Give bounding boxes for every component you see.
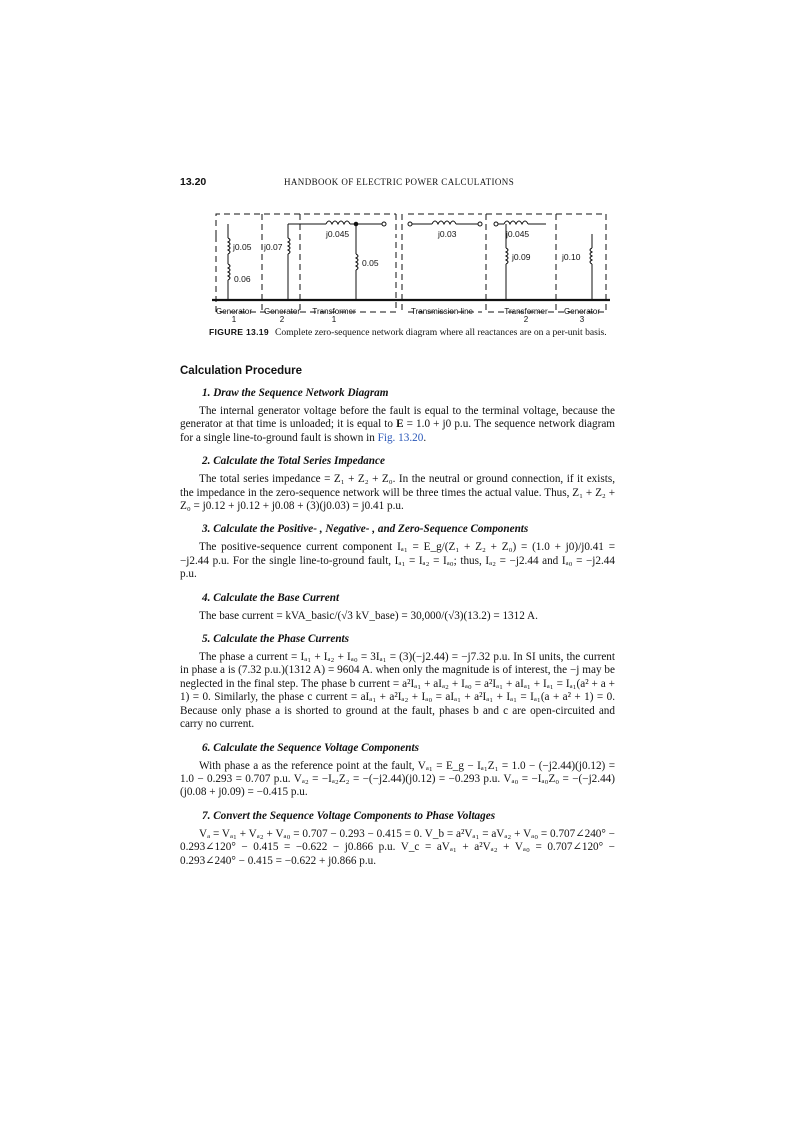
label-tr2-num: 2 [523,315,529,322]
tr1-series-reactance: j0.045 [326,229,350,239]
caption-text: Complete zero-sequence network diagram where all reactances are on a per-unit basis. [274,327,607,338]
label-gen2-num: 2 [279,315,285,322]
label-gen3-num: 3 [579,315,585,322]
step-6 [180,742,615,800]
gen1-branch [228,224,230,300]
step-4 [180,592,615,623]
label-tr2: Transformer [504,307,548,316]
gen2-branch [288,224,300,300]
section-title: Calculation Procedure [180,365,303,377]
page [180,176,615,868]
step-2-text: The total series impedance = Z₁ + Z₂ + Z₀. In the neutral or ground connection, if it exists, the impedance in the zero-sequence network will be three times the actual value. Thus, Z₁ + Z₂ + Z₀ = j0.12 + j0.12 + j0.08 + (3)(j0.03) = j0.41 p.u. [180,473,615,513]
step-3-text: The positive-sequence current component Iₐ₁ = E_g/(Z₁ + Z₂ + Z₀) = (1.0 + j0)/j0.41 = −j2.44 p.u. For the single line-to-ground fault, Iₐ₁ = Iₐ₂ = Iₐ₀; thus, Iₐ₂ = −j2.44 and Iₐ₀ = −j2.44 p.u. [180,541,615,581]
label-gen2: Generator [263,307,301,316]
gen1-reactance-b: 0.06 [234,274,251,284]
step-5 [180,633,615,731]
gen3-reactance: j0.10 [562,252,581,262]
figure-caption [209,326,615,339]
label-gen1: Generator [215,307,253,316]
step-3-title: 3. Calculate the Positive- , Negative- , and Zero-Sequence Components [202,523,529,536]
block-labels [216,307,600,322]
step-5-text: The phase a current = Iₐ₁ + Iₐ₂ + Iₐ₀ = 3Iₐ₁ = (3)(−j2.44) = −j7.32 p.u. In SI units, the current in phase a is (7.32 p.u.)(1312 A) = 9604 A. when only the magnitude is of interest, the −j may be neglected in the final step. The phase b current = a²Iₐ₁ + aIₐ₂ + Iₐ₀ = a²Iₐ₁ + aIₐ₁ + Iₐ₁ = Iₐ₁(a² + a + 1) = 0. Similarly, the phase c current = aIₐ₁ + a²Iₐ₂ + Iₐ₀ = aIₐ₁ + a²Iₐ₁ + Iₐ₁ = Iₐ₁(a + a² + 1) = 0. Because only phase a is shorted to ground at the fault, phases b and c are open-circuited and carry no current. [180,651,615,731]
step-2-title: 2. Calculate the Total Series Impedance [202,455,385,468]
step-4-text: The base current = kVA_basic/(√3 kV_base) = 30,000/(√3)(13.2) = 1312 A. [199,609,538,622]
label-tr1-num: 1 [331,315,337,322]
label-gen3: Generator [563,307,601,316]
label-gen1-num: 1 [231,315,237,322]
step-6-title: 6. Calculate the Sequence Voltage Components [202,741,419,754]
step-1 [180,387,615,445]
page-number: 13.20 [180,176,207,188]
zero-sequence-diagram [206,204,616,322]
step-4-title: 4. Calculate the Base Current [202,591,340,604]
label-tr1: Transformer [312,307,356,316]
step-6-text: With phase a as the reference point at the fault, Vₐ₁ = E_g − Iₐ₁Z₁ = 1.0 − (−j2.44)(j0.12) = 1.0 − 0.293 = 0.707 p.u. Vₐ₂ = −Iₐ₂Z₂ = −(−j2.44)(j0.12) = −0.293 p.u. Vₐ₀ = −Iₐ₀Z₀ = −(−j2.44)(j0.08 + j0.09) = −0.415 p.u. [180,759,615,799]
step-3 [180,523,615,581]
step-7-title: 7. Convert the Sequence Voltage Components to Phase Voltages [202,809,496,822]
tr2-series-reactance: j0.045 [506,229,530,239]
step-7-text: Vₐ = Vₐ₁ + Vₐ₂ + Vₐ₀ = 0.707 − 0.293 − 0.415 = 0. V_b = a²Vₐ₁ = aVₐ₂ + Vₐ₀ = 0.707∠240° − 0.293∠120° − 0.415 = −0.622 − j0.866 p.u. V_c = aVₐ₁ + a²Vₐ₂ + Vₐ₀ = 0.707∠120° − 0.293∠240° − 0.415 = −0.622 + j0.866 p.u. [180,827,615,867]
line-branch [408,221,482,226]
caption-label: FIGURE 13.19 [209,327,269,337]
step-7 [180,810,615,868]
step-2 [180,455,615,513]
gen2-reactance: j0.07 [264,242,283,252]
step-1-text: The internal generator voltage before the fault is equal to the terminal voltage, because the generator at that time is unloaded; it is equal to E = 1.0 + j0 p.u. The sequence network diagram for a single line-to-ground fault is shown in Fig. 13.20. [180,405,615,444]
line-reactance: j0.03 [438,229,457,239]
label-line: Transmission line [411,307,473,316]
figure-link[interactable]: Fig. 13.20 [377,431,424,444]
running-head: HANDBOOK OF ELECTRIC POWER CALCULATIONS [284,177,515,187]
block-outlines [216,214,606,312]
step-5-title: 5. Calculate the Phase Currents [202,633,350,646]
gen1-reactance-a: j0.05 [233,242,252,252]
tr2-shunt-reactance: j0.09 [512,252,531,262]
step-1-title: 1. Draw the Sequence Network Diagram [202,387,389,399]
tr1-shunt-reactance: 0.05 [362,258,379,268]
page-header [180,176,615,192]
gen3-branch [590,234,592,300]
figure-13-19 [180,204,615,322]
